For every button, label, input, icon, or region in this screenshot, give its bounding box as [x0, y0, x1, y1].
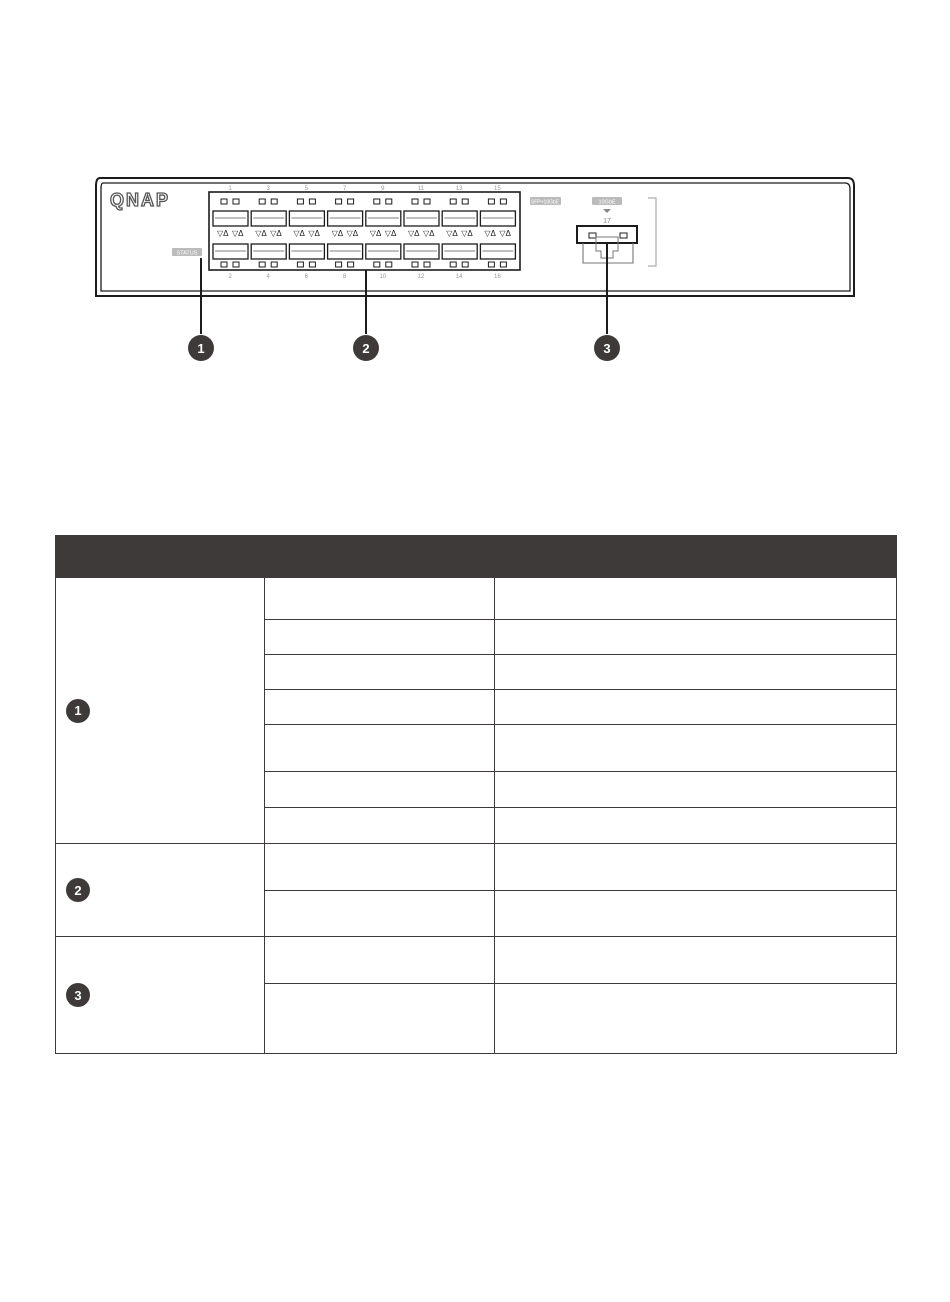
svg-text:▽Δ: ▽Δ	[461, 229, 473, 238]
sfp-port-number-bottom: 12	[417, 274, 425, 280]
status-cell	[265, 772, 494, 808]
svg-text:▽Δ: ▽Δ	[331, 229, 344, 238]
sfp-port-number-bottom: 2	[228, 274, 232, 280]
svg-text:▽Δ: ▽Δ	[423, 229, 435, 238]
sfp-port-pair	[404, 199, 439, 267]
svg-text:▽Δ: ▽Δ	[293, 229, 305, 238]
sfp-port-pair	[480, 199, 515, 267]
table-header-row	[56, 536, 897, 578]
svg-text:▽Δ: ▽Δ	[499, 229, 511, 238]
svg-text:▽Δ: ▽Δ	[408, 229, 420, 238]
rj45-port-number: 17	[603, 218, 611, 225]
description-cell	[494, 808, 897, 844]
svg-text:▽Δ: ▽Δ	[384, 229, 397, 238]
status-cell	[265, 937, 494, 984]
status-label: STATUS	[176, 250, 198, 257]
svg-text:▽Δ: ▽Δ	[308, 229, 320, 238]
status-cell	[265, 844, 494, 891]
svg-text:▽Δ: ▽Δ	[369, 229, 382, 238]
status-cell	[265, 984, 494, 1054]
sfp-port-number-bottom: 16	[494, 274, 501, 280]
sfp-port-pair	[213, 199, 248, 267]
description-cell	[494, 578, 897, 620]
sfp-port-number-bottom: 8	[342, 274, 347, 280]
group-number-badge: 3	[66, 983, 90, 1007]
sfp-port-pair	[251, 199, 286, 267]
status-cell	[265, 725, 494, 772]
sfp-port-number-top: 5	[304, 186, 309, 192]
group-number-badge: 1	[66, 699, 90, 723]
group-number-cell	[56, 937, 265, 1054]
sfp-port-number-top: 3	[266, 186, 270, 192]
table-row	[56, 937, 897, 984]
callout-number: 2	[362, 341, 370, 356]
sfp-port-number-top: 1	[228, 186, 232, 192]
sfp-port-number-bottom: 4	[266, 274, 270, 280]
svg-text:▽Δ: ▽Δ	[446, 229, 458, 238]
rj45-indicator-arrow	[603, 209, 611, 213]
rj45-speed-label: 10GbE	[598, 199, 616, 206]
svg-text:▽Δ: ▽Δ	[484, 229, 496, 238]
rj45-bracket	[648, 198, 656, 266]
sfp-port-pair	[442, 199, 477, 267]
description-cell	[494, 620, 897, 655]
callout-number: 3	[603, 341, 611, 356]
sfp-ports	[213, 199, 515, 267]
svg-text:▽Δ: ▽Δ	[232, 229, 244, 238]
description-cell	[494, 844, 897, 891]
sfp-port-number-top: 7	[342, 186, 347, 192]
group-number-badge: 2	[66, 878, 90, 902]
status-cell	[265, 620, 494, 655]
table-header-status	[265, 536, 494, 578]
description-cell	[494, 772, 897, 808]
group-number-cell	[56, 578, 265, 844]
description-cell	[494, 655, 897, 690]
svg-text:▽Δ: ▽Δ	[270, 229, 282, 238]
table-row	[56, 578, 897, 620]
switch-front-panel-diagram	[0, 0, 950, 400]
status-cell	[265, 578, 494, 620]
group-number-cell	[56, 844, 265, 937]
sfp-port-pair	[289, 199, 324, 267]
sfp-port-number-top: 9	[381, 186, 385, 192]
status-cell	[265, 690, 494, 725]
status-cell	[265, 891, 494, 937]
sfp-port-number-top: 11	[417, 186, 425, 192]
description-cell	[494, 725, 897, 772]
table-header-description	[494, 536, 897, 578]
sfp-port-number-bottom: 6	[304, 274, 309, 280]
sfp-port-pair	[366, 199, 401, 267]
sfp-port-pair	[328, 199, 363, 267]
svg-text:▽Δ: ▽Δ	[255, 229, 267, 238]
callout-number: 1	[197, 341, 205, 356]
sfp-port-number-bottom: 14	[455, 274, 463, 280]
sfp-port-number-bottom: 10	[379, 274, 387, 280]
sfp-port-number-top: 15	[494, 186, 501, 192]
status-cell	[265, 655, 494, 690]
table-body	[56, 578, 897, 1054]
table-header-number	[56, 536, 265, 578]
description-cell	[494, 984, 897, 1054]
svg-text:▽Δ: ▽Δ	[346, 229, 359, 238]
description-cell	[494, 937, 897, 984]
status-cell	[265, 808, 494, 844]
sfp-port-number-top: 13	[455, 186, 463, 192]
svg-text:▽Δ: ▽Δ	[217, 229, 229, 238]
led-description-table	[55, 535, 897, 1054]
description-cell	[494, 891, 897, 937]
table-row	[56, 844, 897, 891]
qnap-logo: QNAP	[110, 190, 171, 210]
sfp-speed-label: SFP+10GbE	[530, 199, 560, 206]
description-cell	[494, 690, 897, 725]
